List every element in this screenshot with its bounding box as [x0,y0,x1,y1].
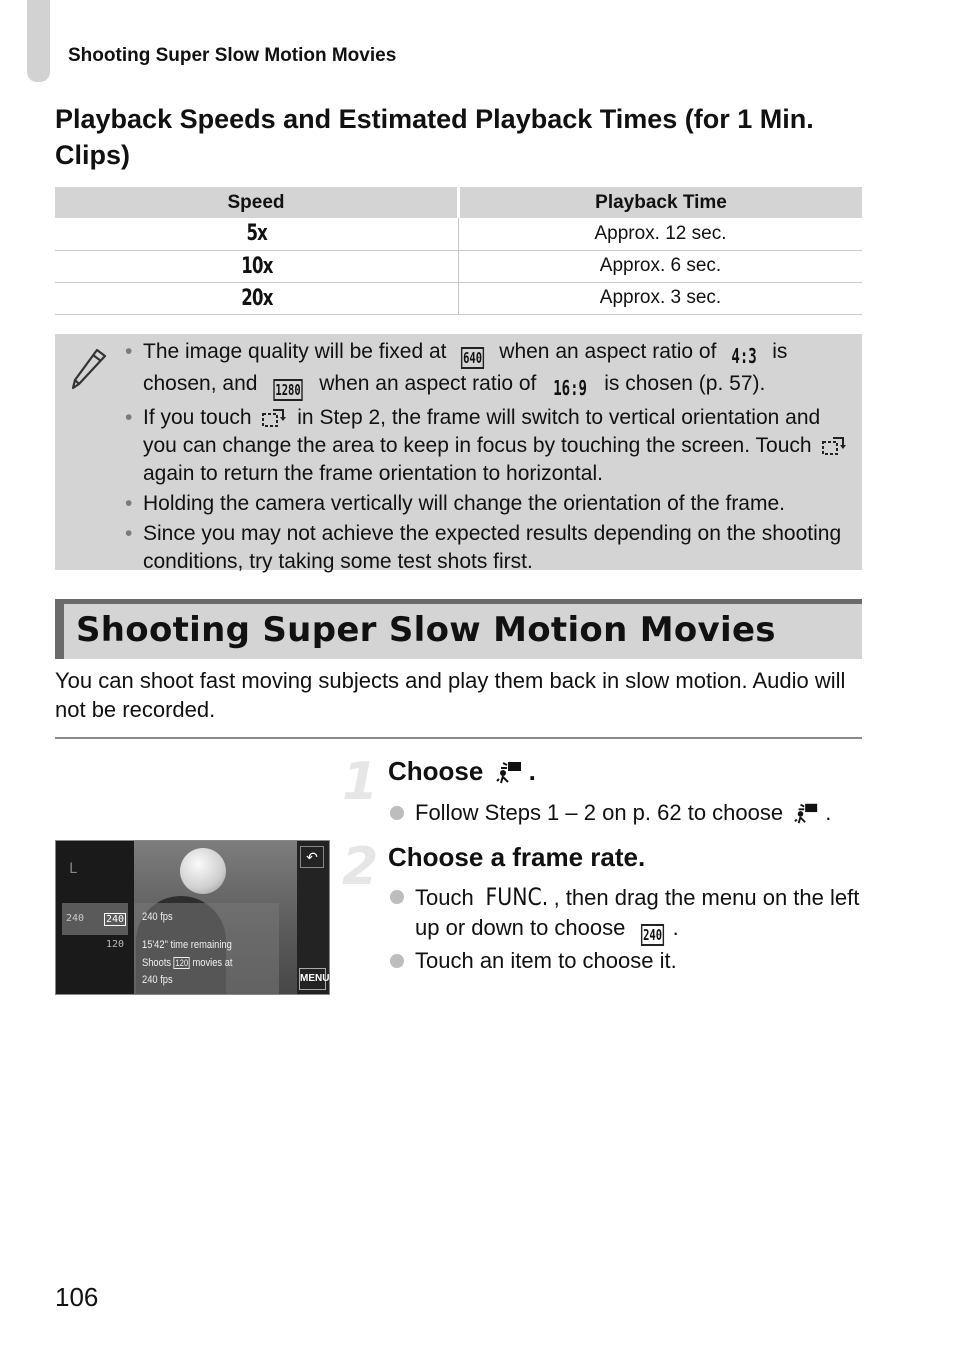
table-row [55,282,862,314]
page-number: 106 [55,1282,99,1312]
pencil-note-icon [69,344,109,390]
frame-rotate-icon [261,407,287,429]
step-bullet [388,798,868,828]
note-box [55,334,862,573]
speed-10x-icon: 10x [240,253,273,279]
table-row [55,218,862,250]
step-number-1: 1 [342,752,379,812]
time-cell: Approx. 12 sec. [459,218,863,250]
back-arrow-icon: ↶ [300,846,324,868]
note-text: is chosen (p. 57). [604,372,766,395]
resolution-1280-icon: 1280 [274,379,303,401]
speed-5x-icon: 5x [246,221,267,247]
playback-speed-table [55,187,862,315]
speed-20x-icon: 20x [240,285,273,311]
menu-button: MENU [299,968,326,990]
menu-item-top: L [69,861,78,877]
step-1-title [388,756,536,787]
shoots-text: Shoots [142,957,172,969]
step-text: , then drag the menu on the left up or down to choose [415,885,860,940]
table-row [55,250,862,282]
step-title-text: Choose [388,756,484,786]
note-text: again to return the frame orientation to horizontal. [143,462,603,485]
time-remaining: 15'42" time remaining [142,939,232,951]
speed-cell [55,218,459,250]
section-title: Shooting Super Slow Motion Movies [76,610,776,650]
note-item [125,404,855,488]
step-title-text: . [528,756,536,786]
note-item: • Holding the camera vertically will change the orientation of the frame. [125,490,855,518]
step-text: . [825,800,832,825]
note-text: is chosen, and [143,340,788,395]
speed-cell [55,250,459,282]
resolution-640-icon: 640 [461,347,484,369]
shoots-line [142,957,233,969]
note-item [125,338,855,402]
aspect-4-3-icon: 4:3 [731,344,757,368]
time-cell: Approx. 6 sec. [459,250,863,282]
divider [55,737,862,739]
column-header-playback-time: Playback Time [459,187,863,218]
step-bullet [388,882,868,946]
step-2-title: Choose a frame rate. [388,842,646,872]
aspect-16-9-icon: 16:9 [553,376,588,400]
note-text: in Step 2, the frame will switch to vertical orientation and you can change the area to keep in focus by touching the screen. Touch [143,406,821,457]
menu-left-240-icon: 240 [66,913,85,924]
section-banner [55,599,862,659]
table-header-row [55,187,862,218]
soccer-ball-icon [180,848,226,894]
note-text: when an aspect ratio of [319,372,537,395]
frame-rate-240-icon: 240 [640,924,663,946]
step-text: Follow Steps 1 – 2 on p. 62 to choose [415,800,784,825]
note-list [125,338,855,578]
step-text: Touch [415,885,474,910]
shoots-text: movies at [192,957,233,969]
super-slow-motion-icon [495,759,525,785]
menu-selected-240-icon: 240 [106,914,125,925]
note-text: The image quality will be fixed at [143,340,447,363]
chapter-tab [27,0,50,82]
column-header-speed: Speed [55,187,459,218]
step-2-list [388,882,868,976]
fps-label: 240 fps [142,911,173,923]
func-button-icon: FUNC. [485,883,549,911]
frame-rotate-icon [821,435,847,457]
step-number-2: 2 [342,837,379,897]
super-slow-motion-icon [793,801,821,825]
intro-paragraph: You can shoot fast moving subjects and play them back in slow motion. Audio will not be recorded. [55,668,846,722]
running-header: Shooting Super Slow Motion Movies [68,45,397,66]
step-bullet: Touch an item to choose it. [388,946,868,976]
note-item: • Since you may not achieve the expected results depending on the shooting conditions, try taking some test shots first. [125,520,855,576]
camera-screen-illustration [55,840,330,995]
note-text: when an aspect ratio of [499,340,717,363]
step-text: . [672,915,679,940]
playback-heading: Playback Speeds and Estimated Playback Times (for 1 Min. Clips) [55,104,814,170]
menu-120-icon: 120 [106,939,125,950]
shoots-120-icon: 120 [175,958,189,968]
step-1-list [388,798,868,828]
note-text: If you touch [143,406,252,429]
fps-line: 240 fps [142,974,173,986]
speed-cell [55,282,459,314]
time-cell: Approx. 3 sec. [459,282,863,314]
